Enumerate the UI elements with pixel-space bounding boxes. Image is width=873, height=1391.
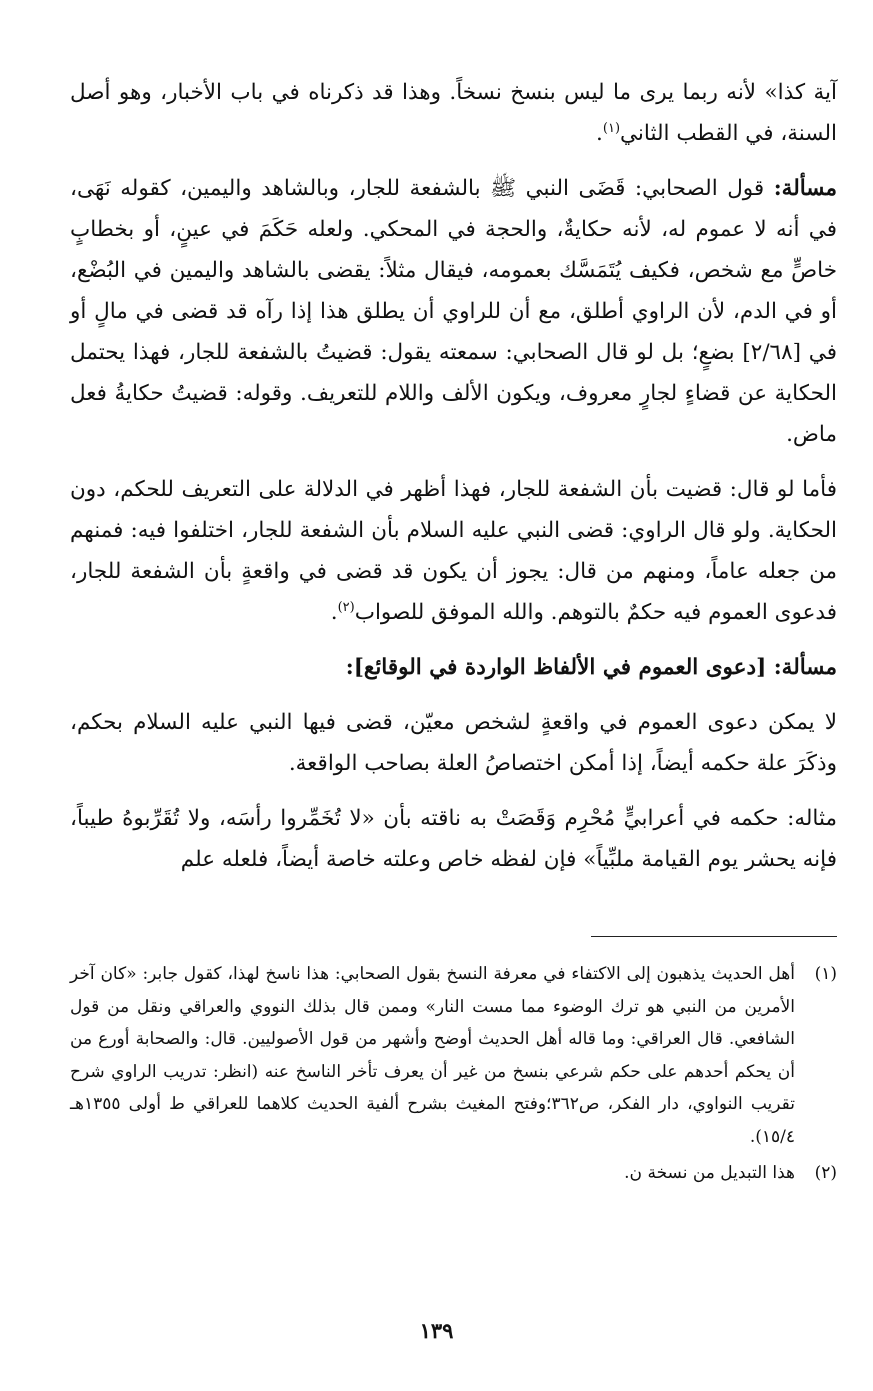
- footnotes: [70, 958, 837, 1194]
- issue-label: مسألة:: [773, 176, 837, 201]
- paragraph-3-end: .: [330, 600, 338, 625]
- footnote-number: (٢): [814, 1163, 837, 1183]
- paragraph-1: [70, 72, 837, 154]
- paragraph-3-text: فأما لو قال: قضيت بأن الشفعة للجار، فهذا أظهر في الدلالة على التعريف للحكم، دون الحكاية. ولو قال الراوي: قضى النبي عليه السلام بأن الشفعة للجار، اختلفوا فيه: فمنهم من جعله عاماً، ومنهم من قال: يجوز أن يكون قد قضى في واقعةٍ بأن الشفعة للجار، فدعوى العموم فيه حكمٌ بالتوهم. والله الموفق للصواب: [70, 477, 837, 625]
- footnote-ref-2[interactable]: (٢): [337, 599, 355, 615]
- paragraph-1-text: آية كذا» لأنه ربما يرى ما ليس بنسخ نسخاً. وهذا قد ذكرناه في باب الأخبار، وهو أصل السنة، في القطب الثاني: [70, 80, 837, 146]
- paragraph-4: لا يمكن دعوى العموم في واقعةٍ لشخص معيّن، قضى فيها النبي عليه السلام بحكم، وذكَرَ علة حكمه أيضاً، إذا أمكن اختصاصُ العلة بصاحب الواقعة.: [70, 710, 837, 776]
- section-heading: [70, 647, 837, 688]
- footnote-1: [70, 958, 837, 1153]
- paragraph-5: مثاله: حكمه في أعرابيٍّ مُحْرِم وَقَصَتْ به ناقته بأن «لا تُخَمِّروا رأسَه، ولا تُقَرِّبوهُ طيباً، فإنه يحشر يوم القيامة ملبِّياً» فإن لفظه خاص وعلته خاصة أيضاً، فلعله علم: [70, 806, 837, 872]
- footnote-text: أهل الحديث يذهبون إلى الاكتفاء في معرفة النسخ بقول الصحابي: هذا ناسخ لهذا، كقول جابر: «كان آخر الأمرين من النبي هو ترك الوضوء مما مست النار» وممن قال بذلك النووي والعراقي ونقل من قول الشافعي. قال العراقي: وما قاله أهل الحديث أوضح وأشهر من قول الأصوليين. قال: والصحابة أورع من أن يحكم أحدهم على حكم شرعي بنسخ من غير أن يعرف تأخر الناسخ عنه (انظر: تدريب الراوي شرح تقريب النواوي، دار الفكر، ص٣٦٢؛وفتح المغيث بشرح ألفية الحديث كلاهما للعراقي ط أولى ١٣٥٥هـ ١٥/٤).: [70, 964, 796, 1147]
- footnote-text: هذا التبديل من نسخة ن.: [624, 1163, 795, 1183]
- footnote-2: [70, 1157, 837, 1190]
- footnote-number: (١): [814, 964, 837, 984]
- footnote-ref-1[interactable]: (١): [602, 120, 621, 136]
- footnote-divider: [591, 936, 837, 937]
- paragraph-1-end: .: [596, 121, 603, 146]
- main-text: [70, 72, 837, 880]
- paragraph-2-text: قول الصحابي: قَضَى النبي ﷺ بالشفعة للجار، وبالشاهد واليمين، كقوله نَهَى، في أنه لا عموم له، لأنه حكايةٌ، والحجة في المحكي. ولعله حَكَمَ في عينٍ، أو بخطابٍ خاصٍّ مع شخص، فكيف يُتَمَسَّك بعمومه، فيقال مثلاً: يقضى بالشاهد واليمين في البُضْع، أو في الدم، لأن الراوي أطلق، مع أن للراوي أن يطلق هذا إذا رآه قد قضى في مالٍ أو في [٢/٦٨] بضعٍ؛ بل لو قال الصحابي: سمعته يقول: قضيتُ بالشفعة للجار، فهذا يحتمل الحكاية عن قضاءٍ لجارٍ معروف، ويكون الألف واللام للتعريف. وقوله: قضيتُ حكايةُ فعل ماض.: [70, 176, 838, 447]
- paragraph-3: [70, 469, 837, 633]
- heading-label: مسألة:: [773, 655, 837, 680]
- page-number: ١٣٩: [419, 1318, 454, 1343]
- heading-text: [دعوى العموم في الألفاظ الواردة في الوقائع]:: [345, 655, 774, 680]
- paragraph-2: [70, 168, 837, 455]
